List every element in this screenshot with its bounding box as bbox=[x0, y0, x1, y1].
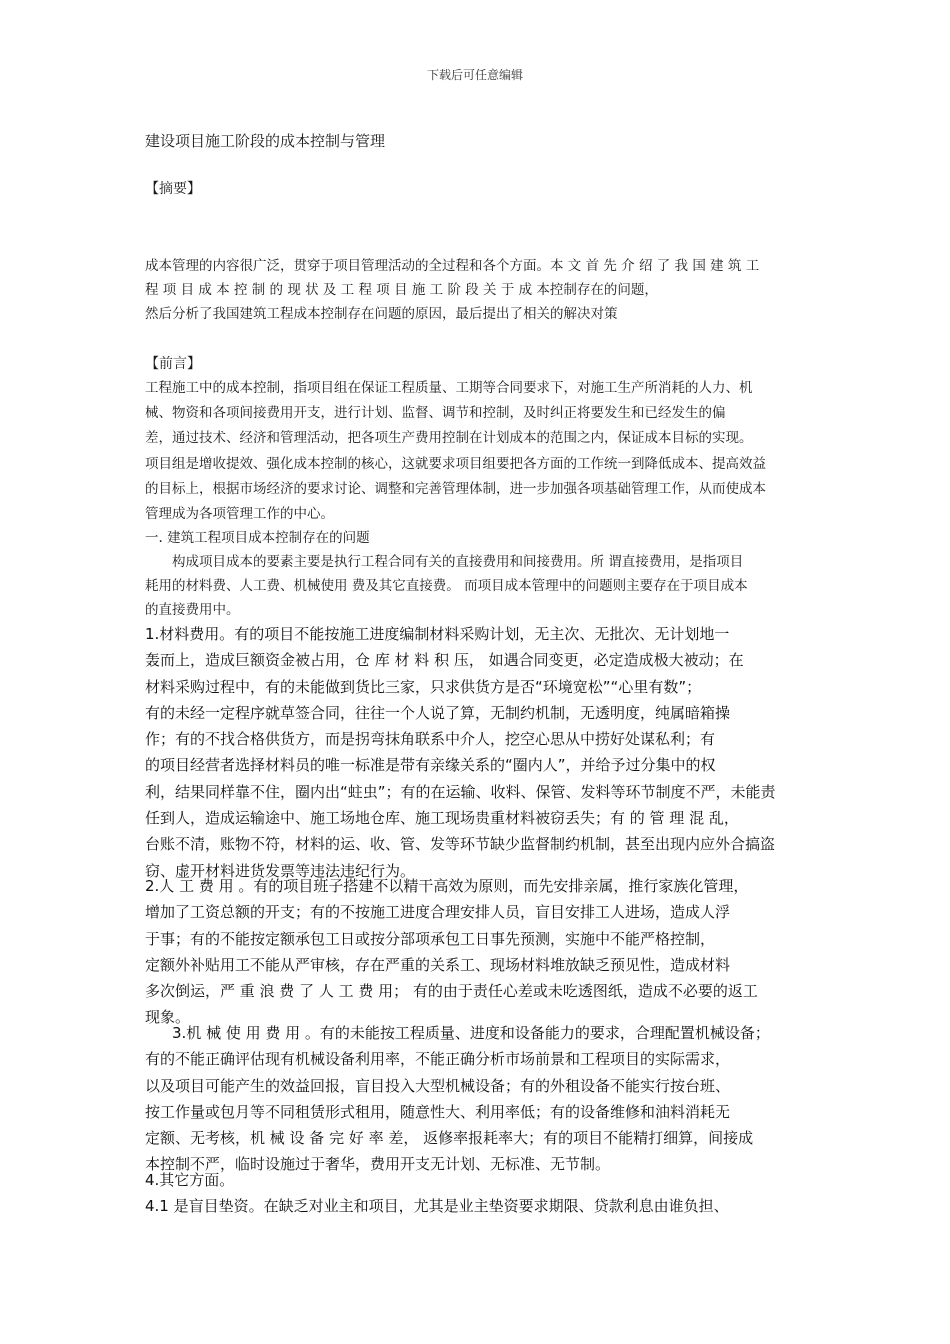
section-intro bbox=[145, 550, 810, 622]
paragraph-line: 定额、无考核，机 械 设 备 完 好 率 差， 返修率报耗率大；有的项目不能精打细算，间接成 bbox=[145, 1129, 754, 1148]
paragraph-line: 的项目经营者选择材料员的唯一标准是带有亲缘关系的“圈内人”，并给予过分集中的权 bbox=[145, 756, 716, 775]
intro-line: 的直接费用中。 bbox=[145, 602, 240, 618]
abstract-body bbox=[145, 254, 810, 326]
document-title: 建设项目施工阶段的成本控制与管理 bbox=[145, 132, 386, 150]
preface-line: 项目组是增收提效、强化成本控制的核心，这就要求项目组要把各方面的工作统一到降低成本、提高效益 bbox=[145, 455, 766, 472]
paragraph-line: 2.人 工 费 用 。有的项目班子搭建不以精干高效为原则，而先安排亲属，推行家族化管理， bbox=[145, 877, 749, 895]
paragraph-line: 以及项目可能产生的效益回报，盲目投入大型机械设备；有的外租设备不能实行按台班、 bbox=[145, 1076, 731, 1095]
paragraph-line: 本控制不严，临时设施过于奢华，费用开支无计划、无标准、无节制。 bbox=[145, 1155, 611, 1174]
paragraph-line: 台账不清，账物不符，材料的运、收、管、发等环节缺少监督制约机制，甚至出现内应外合搞盗 bbox=[145, 835, 776, 854]
paragraph-line: 定额外补贴用工不能从严审核，存在严重的关系工、现场材料堆放缺乏预见性，造成材料 bbox=[145, 955, 731, 974]
preface-heading: 【前言】 bbox=[145, 356, 201, 372]
paragraph-line: 多次倒运，严 重 浪 费 了 人 工 费 用； 有的由于责任心差或未吃透图纸，造成不必要的返工 bbox=[145, 982, 758, 1001]
paragraph-line: 材料采购过程中，有的未能做到货比三家，只求供货方是否“环境宽松”“心里有数”； bbox=[145, 677, 702, 696]
paragraph-line: 于事；有的不能按定额承包工日或按分部项承包工日事先预测，实施中不能严格控制， bbox=[145, 929, 716, 948]
paragraph-line: 作；有的不找合格供货方，而是拐弯抹角联系中介人，挖空心思从中捞好处谋私利；有 bbox=[145, 730, 716, 749]
paragraph-line: 利，结果同样靠不住，圈内出“蛀虫”；有的在运输、收料、保管、发料等环节制度不严，未能责 bbox=[145, 782, 776, 801]
paragraph-other-aspects bbox=[145, 1167, 817, 1193]
paragraph-line: 1.材料费用。有的项目不能按施工进度编制材料采购计划，无主次、无批次、无计划地一 bbox=[145, 625, 730, 643]
abstract-heading: 【摘要】 bbox=[145, 181, 201, 197]
paragraph-line: 有的不能正确评估现有机械设备利用率，不能正确分析市场前景和工程项目的实际需求， bbox=[145, 1050, 731, 1069]
abstract-line: 程 项 目 成 本 控 制 的 现 状 及 工 程 项 目 施 工 阶 段 关 于 成 本控制存在的问题， bbox=[145, 282, 658, 298]
paragraph-line: 任到人，造成运输途中、施工场地仓库、施工现场贵重材料被窃丢失；有 的 管 理 混 乱， bbox=[145, 809, 739, 828]
paragraph-machinery-cost bbox=[145, 1020, 817, 1178]
preface-line: 械、物资和各项间接费用开支，进行计划、监督、调节和控制，及时纠正将要发生和已经发生的偏 bbox=[145, 405, 726, 422]
preface-body bbox=[145, 376, 810, 527]
preface-line: 的目标上，根据市场经济的要求讨论、调整和完善管理体制，进一步加强各项基础管理工作，从而使成本 bbox=[145, 480, 766, 497]
paragraph-blind-advance bbox=[145, 1193, 817, 1219]
header-note: 下载后可任意编辑 bbox=[426, 68, 523, 82]
intro-line: 耗用的材料费、人工费、机械使用 费及其它直接费。 而项目成本管理中的问题则主要存在于项目成本 bbox=[145, 578, 748, 594]
preface-line: 工程施工中的成本控制，指项目组在保证工程质量、工期等合同要求下，对施工生产所消耗的人力、机 bbox=[145, 380, 753, 396]
paragraph-line: 按工作量或包月等不同租赁形式租用，随意性大、利用率低；有的设备维修和油料消耗无 bbox=[145, 1102, 731, 1121]
paragraph-line: 增加了工资总额的开支；有的不按施工进度合理安排人员，盲目安排工人进场，造成人浮 bbox=[145, 903, 731, 922]
paragraph-labor-cost bbox=[145, 873, 817, 1031]
paragraph-line: 轰而上，造成巨额资金被占用，仓 库 材 料 积 压， 如遇合同变更，必定造成极大被动；在 bbox=[145, 651, 744, 670]
preface-line: 差，通过技术、经济和管理活动，把各项生产费用控制在计划成本的范围之内，保证成本目标的实现。 bbox=[145, 430, 753, 447]
preface-line: 管理成为各项管理工作的中心。 bbox=[145, 505, 334, 522]
paragraph-material-cost bbox=[145, 621, 817, 884]
section-heading: 一. 建筑工程项目成本控制存在的问题 bbox=[145, 530, 370, 546]
paragraph-line: 3.机 械 使 用 费 用 。有的未能按工程质量、进度和设备能力的要求，合理配置机械设备； bbox=[172, 1024, 770, 1042]
abstract-line: 然后分析了我国建筑工程成本控制存在问题的原因，最后提出了相关的解决对策 bbox=[145, 306, 618, 322]
paragraph-line: 4.其它方面。 bbox=[145, 1171, 235, 1189]
paragraph-line: 有的未经一定程序就草签合同，往往一个人说了算，无制约机制，无透明度，纯属暗箱操 bbox=[145, 703, 731, 722]
paragraph-line: 4.1 是盲目垫资。在缺乏对业主和项目，尤其是业主垫资要求期限、贷款利息由谁负担、 bbox=[145, 1197, 729, 1215]
paragraph-line: 现象。 bbox=[145, 1008, 191, 1027]
intro-line: 构成项目成本的要素主要是执行工程合同有关的直接费用和间接费用。所 谓直接费用，是指项目 bbox=[172, 554, 744, 570]
abstract-line: 成本管理的内容很广泛，贯穿于项目管理活动的全过程和各个方面。本 文 首 先 介 绍 了 我 国 建 筑 工 bbox=[145, 258, 760, 274]
paragraph-line: 窃、虚开材料进货发票等违法违纪行为。 bbox=[145, 861, 416, 880]
